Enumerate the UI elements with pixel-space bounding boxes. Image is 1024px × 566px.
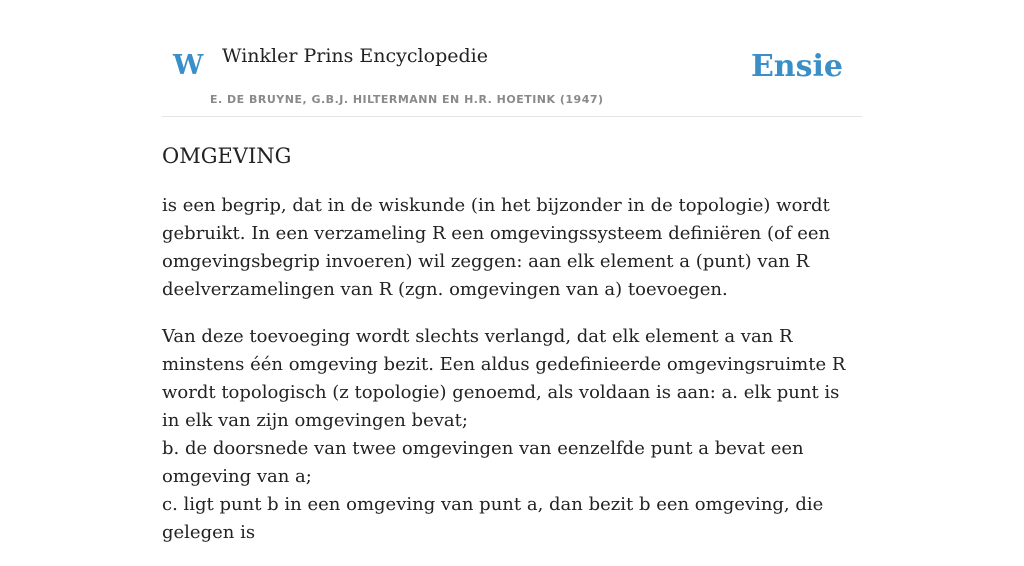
site-title-link[interactable]: Winkler Prins Encyclopedie xyxy=(222,45,488,67)
winkler-prins-logo[interactable]: W xyxy=(173,50,204,81)
authors-byline: E. DE BRUYNE, G.B.J. HILTERMANN EN H.R. HOETINK (1947) xyxy=(210,93,604,106)
article-title: OMGEVING xyxy=(162,144,292,168)
site-header xyxy=(162,0,862,117)
page xyxy=(162,0,862,566)
article-paragraph: Van deze toevoeging wordt slechts verlangd, dat elk element a van R minstens één omgeving bezit. Een aldus gedefinieerde omgevingsruimte R wordt topologisch (z topologie) genoemd, als voldaan is aan: a. elk punt is in elk van zijn omgevingen bevat; b. de doorsnede van twee omgevingen van eenzelfde punt a bevat een omgeving van a; c. ligt punt b in een omgeving van punt a, dan bezit b een omgeving, die gelegen is xyxy=(162,326,846,544)
article xyxy=(162,117,862,547)
article-paragraph: is een begrip, dat in de wiskunde (in het bijzonder in de topologie) wordt gebruikt. In een verzameling R een omgevingssysteem definiëren (of een omgevingsbegrip invoeren) wil zeggen: aan elk element a (punt) van R deelverzamelingen van R (zgn. omgevingen van a) toevoegen. xyxy=(162,195,831,301)
ensie-brand-link[interactable]: Ensie xyxy=(750,49,843,84)
